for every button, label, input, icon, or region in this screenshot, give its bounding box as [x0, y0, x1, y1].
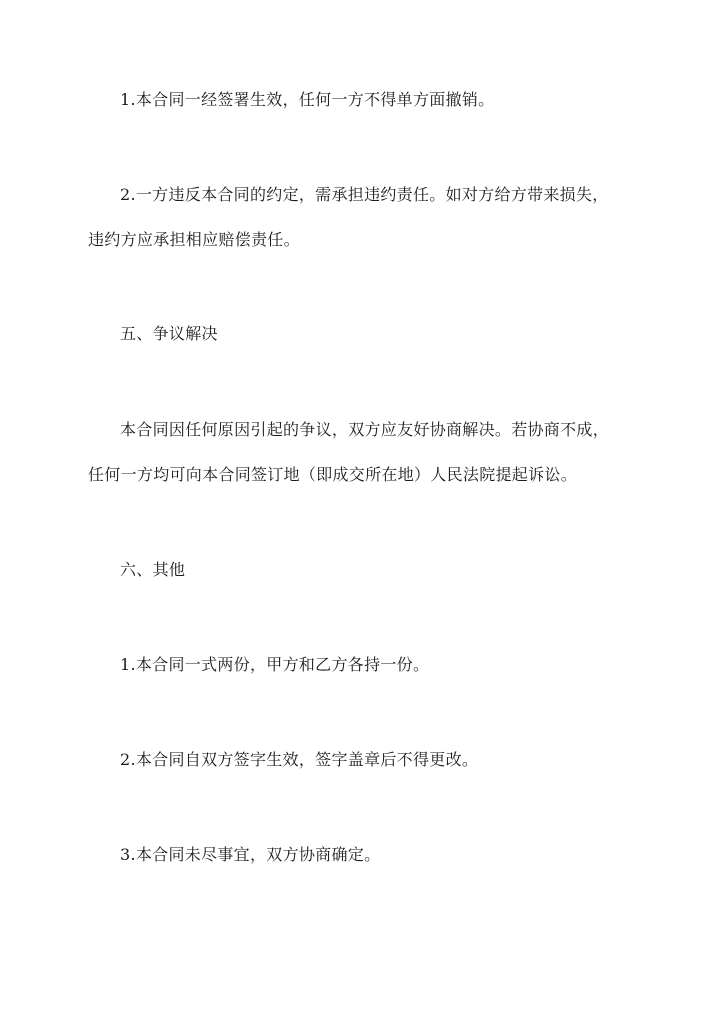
section-5-paragraph-line-1: 本合同因任何原因引起的争议，双方应友好协商解决。若协商不成， — [120, 420, 610, 439]
clause-2-line-2: 违约方应承担相应赔偿责任。 — [88, 230, 300, 249]
section-5-paragraph-line-2: 任何一方均可向本合同签订地（即成交所在地）人民法院提起诉讼。 — [88, 465, 578, 484]
section-6-item-2: 2.本合同自双方签字生效，签字盖章后不得更改。 — [120, 750, 479, 769]
clause-2-line-1: 2.一方违反本合同的约定，需承担违约责任。如对方给方带来损失， — [120, 185, 609, 204]
clause-1: 1.本合同一经签署生效，任何一方不得单方面撤销。 — [120, 90, 495, 109]
section-6-item-1: 1.本合同一式两份，甲方和乙方各持一份。 — [120, 655, 430, 674]
section-5-heading: 五、争议解决 — [120, 324, 218, 343]
section-6-heading: 六、其他 — [120, 560, 186, 579]
section-6-item-3: 3.本合同未尽事宜，双方协商确定。 — [120, 845, 381, 864]
